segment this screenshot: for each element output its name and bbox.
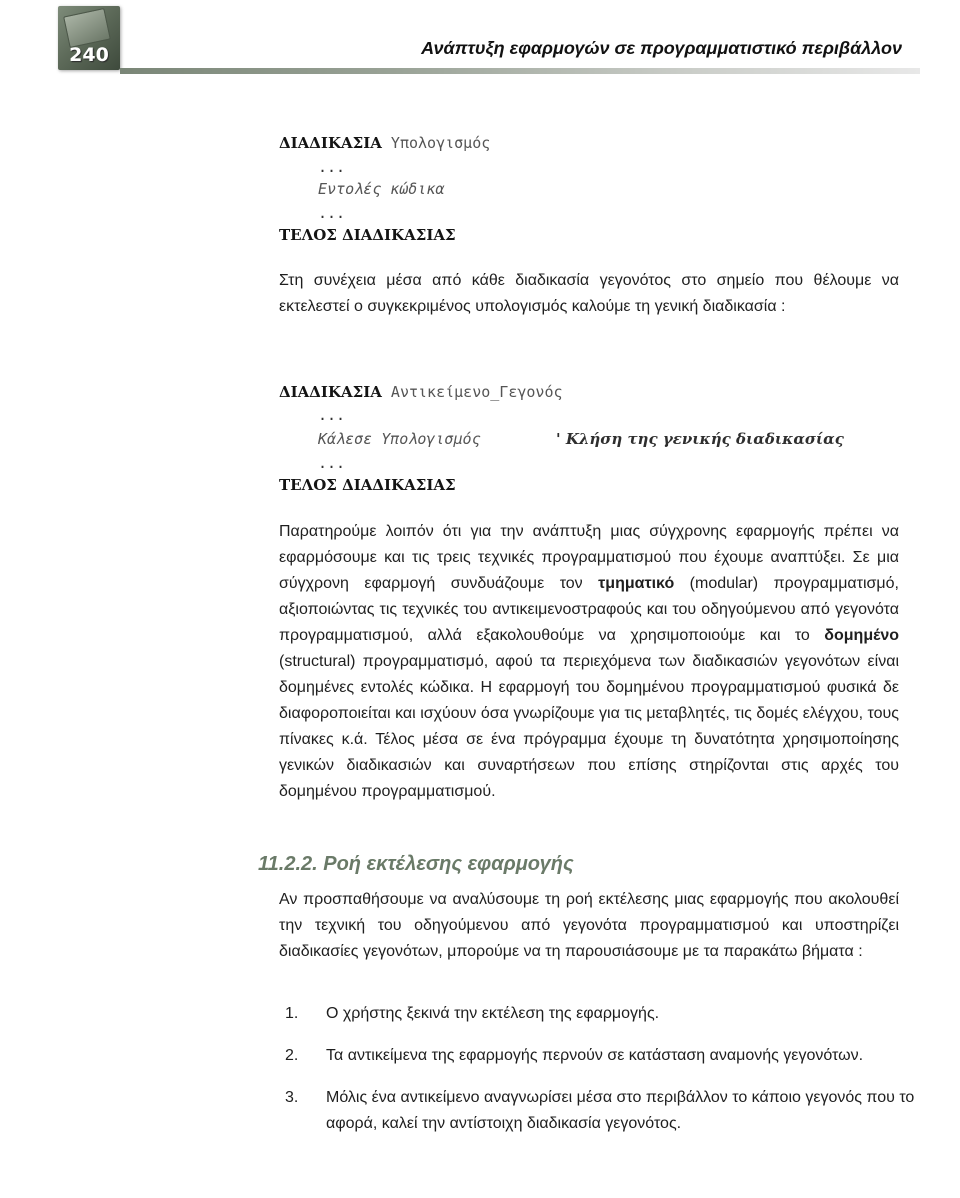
code-line: ...	[318, 454, 346, 472]
code-keyword: ΤΕΛΟΣ ΔΙΑΔΙΚΑΣΙΑΣ	[279, 226, 456, 244]
page-number-badge	[58, 6, 120, 70]
code-keyword: ΔΙΑΔΙΚΑΣΙΑ	[279, 383, 382, 401]
code-line: ...	[318, 158, 346, 176]
list-item: 2. Τα αντικείμενα της εφαρμογής περνούν σε κατάσταση αναμονής γεγονότων.	[285, 1047, 864, 1064]
paragraph-2: Παρατηρούμε λοιπόν ότι για την ανάπτυξη μιας σύγχρονης εφαρμογής πρέπει να εφαρμόσουμε και τις τρεις τεχνικές προγραμματισμού που έχουμε αναπτύξει. Σε μια σύγχρονη εφαρμογή συνδυάζουμε τον τμηματικό (modular) προγραμματισμό, αξιοποιώντας τις τεχνικές του αντικειμενοστραφούς και του οδηγούμενου από γεγονότα προγραμματισμού, αλλά εξακολουθούμε να χρησιμοποιούμε και το δομημένο (structural) προγραμματισμό, αφού τα περιεχόμενα των διαδικασιών γεγονότων είναι δομημένες εντολές κώδικα. Η εφαρμογή του δομημένου προγραμματισμού φυσικά δε διαφοροποιείται και ισχύουν όσα γνωρίζουμε για τις μεταβλητές, τις δομές ελέγχου, τους πίνακες κ.ά. Τέλος μέσα σε ένα πρόγραμμα έχουμε τη δυνατότητα χρησιμοποίησης γενικών διαδικασιών και συναρτήσεων που επίσης στηρίζονται στις αρχές του δομημένου προγραμματισμού.	[279, 523, 899, 800]
code-line: Εντολές κώδικα	[318, 180, 445, 198]
paragraph-1: Στη συνέχεια μέσα από κάθε διαδικασία γεγονότος στο σημείο που θέλουμε να εκτελεστεί ο συγκεκριμένος υπολογισμός καλούμε τη γενική διαδικασία :	[279, 272, 899, 315]
paragraph-3: Αν προσπαθήσουμε να αναλύσουμε τη ροή εκτέλεσης μιας εφαρμογής που ακολουθεί την τεχνική του οδηγούμενου από γεγονότα προγραμματισμού και υποστηρίζει διαδικασίες γεγονότων, μπορούμε να τη παρουσιάσουμε με τα παρακάτω βήματα :	[279, 891, 899, 960]
running-header-title: Ανάπτυξη εφαρμογών σε προγραμματιστικό περιβάλλον	[421, 38, 902, 58]
code-line	[279, 226, 456, 244]
section-heading: 11.2.2. Ροή εκτέλεσης εφαρμογής	[258, 853, 574, 875]
bold-term: τμηματικό	[598, 575, 675, 592]
code-identifier: Υπολογισμός	[390, 134, 491, 152]
list-item: 1. Ο χρήστης ξεκινά την εκτέλεση της εφαρμογής.	[285, 1005, 660, 1022]
code-identifier: Αντικείμενο_Γεγονός	[390, 383, 563, 401]
list-item: 3. Μόλις ένα αντικείμενο αναγνωρίσει μέσα στο περιβάλλον το κάποιο γεγονός που το αφορά, καλεί την αντίστοιχη διαδικασία γεγονότος.	[285, 1089, 915, 1132]
code-keyword: ΤΕΛΟΣ ΔΙΑΔΙΚΑΣΙΑΣ	[279, 476, 456, 494]
bold-term: δομημένο	[824, 627, 899, 644]
book-icon	[63, 8, 111, 48]
steps-list	[279, 1001, 919, 1153]
code-line	[279, 476, 456, 494]
code-line: Κάλεσε Υπολογισμός	[318, 430, 481, 448]
code-line: ...	[318, 406, 346, 424]
code-line	[279, 383, 563, 401]
code-line	[279, 134, 490, 152]
code-keyword: ΔΙΑΔΙΚΑΣΙΑ	[279, 134, 382, 152]
header-rule	[120, 68, 920, 74]
code-comment: ' Κλήση της γενικής διαδικασίας	[556, 430, 844, 448]
code-line: ...	[318, 204, 346, 222]
page-number: 240	[69, 44, 109, 66]
